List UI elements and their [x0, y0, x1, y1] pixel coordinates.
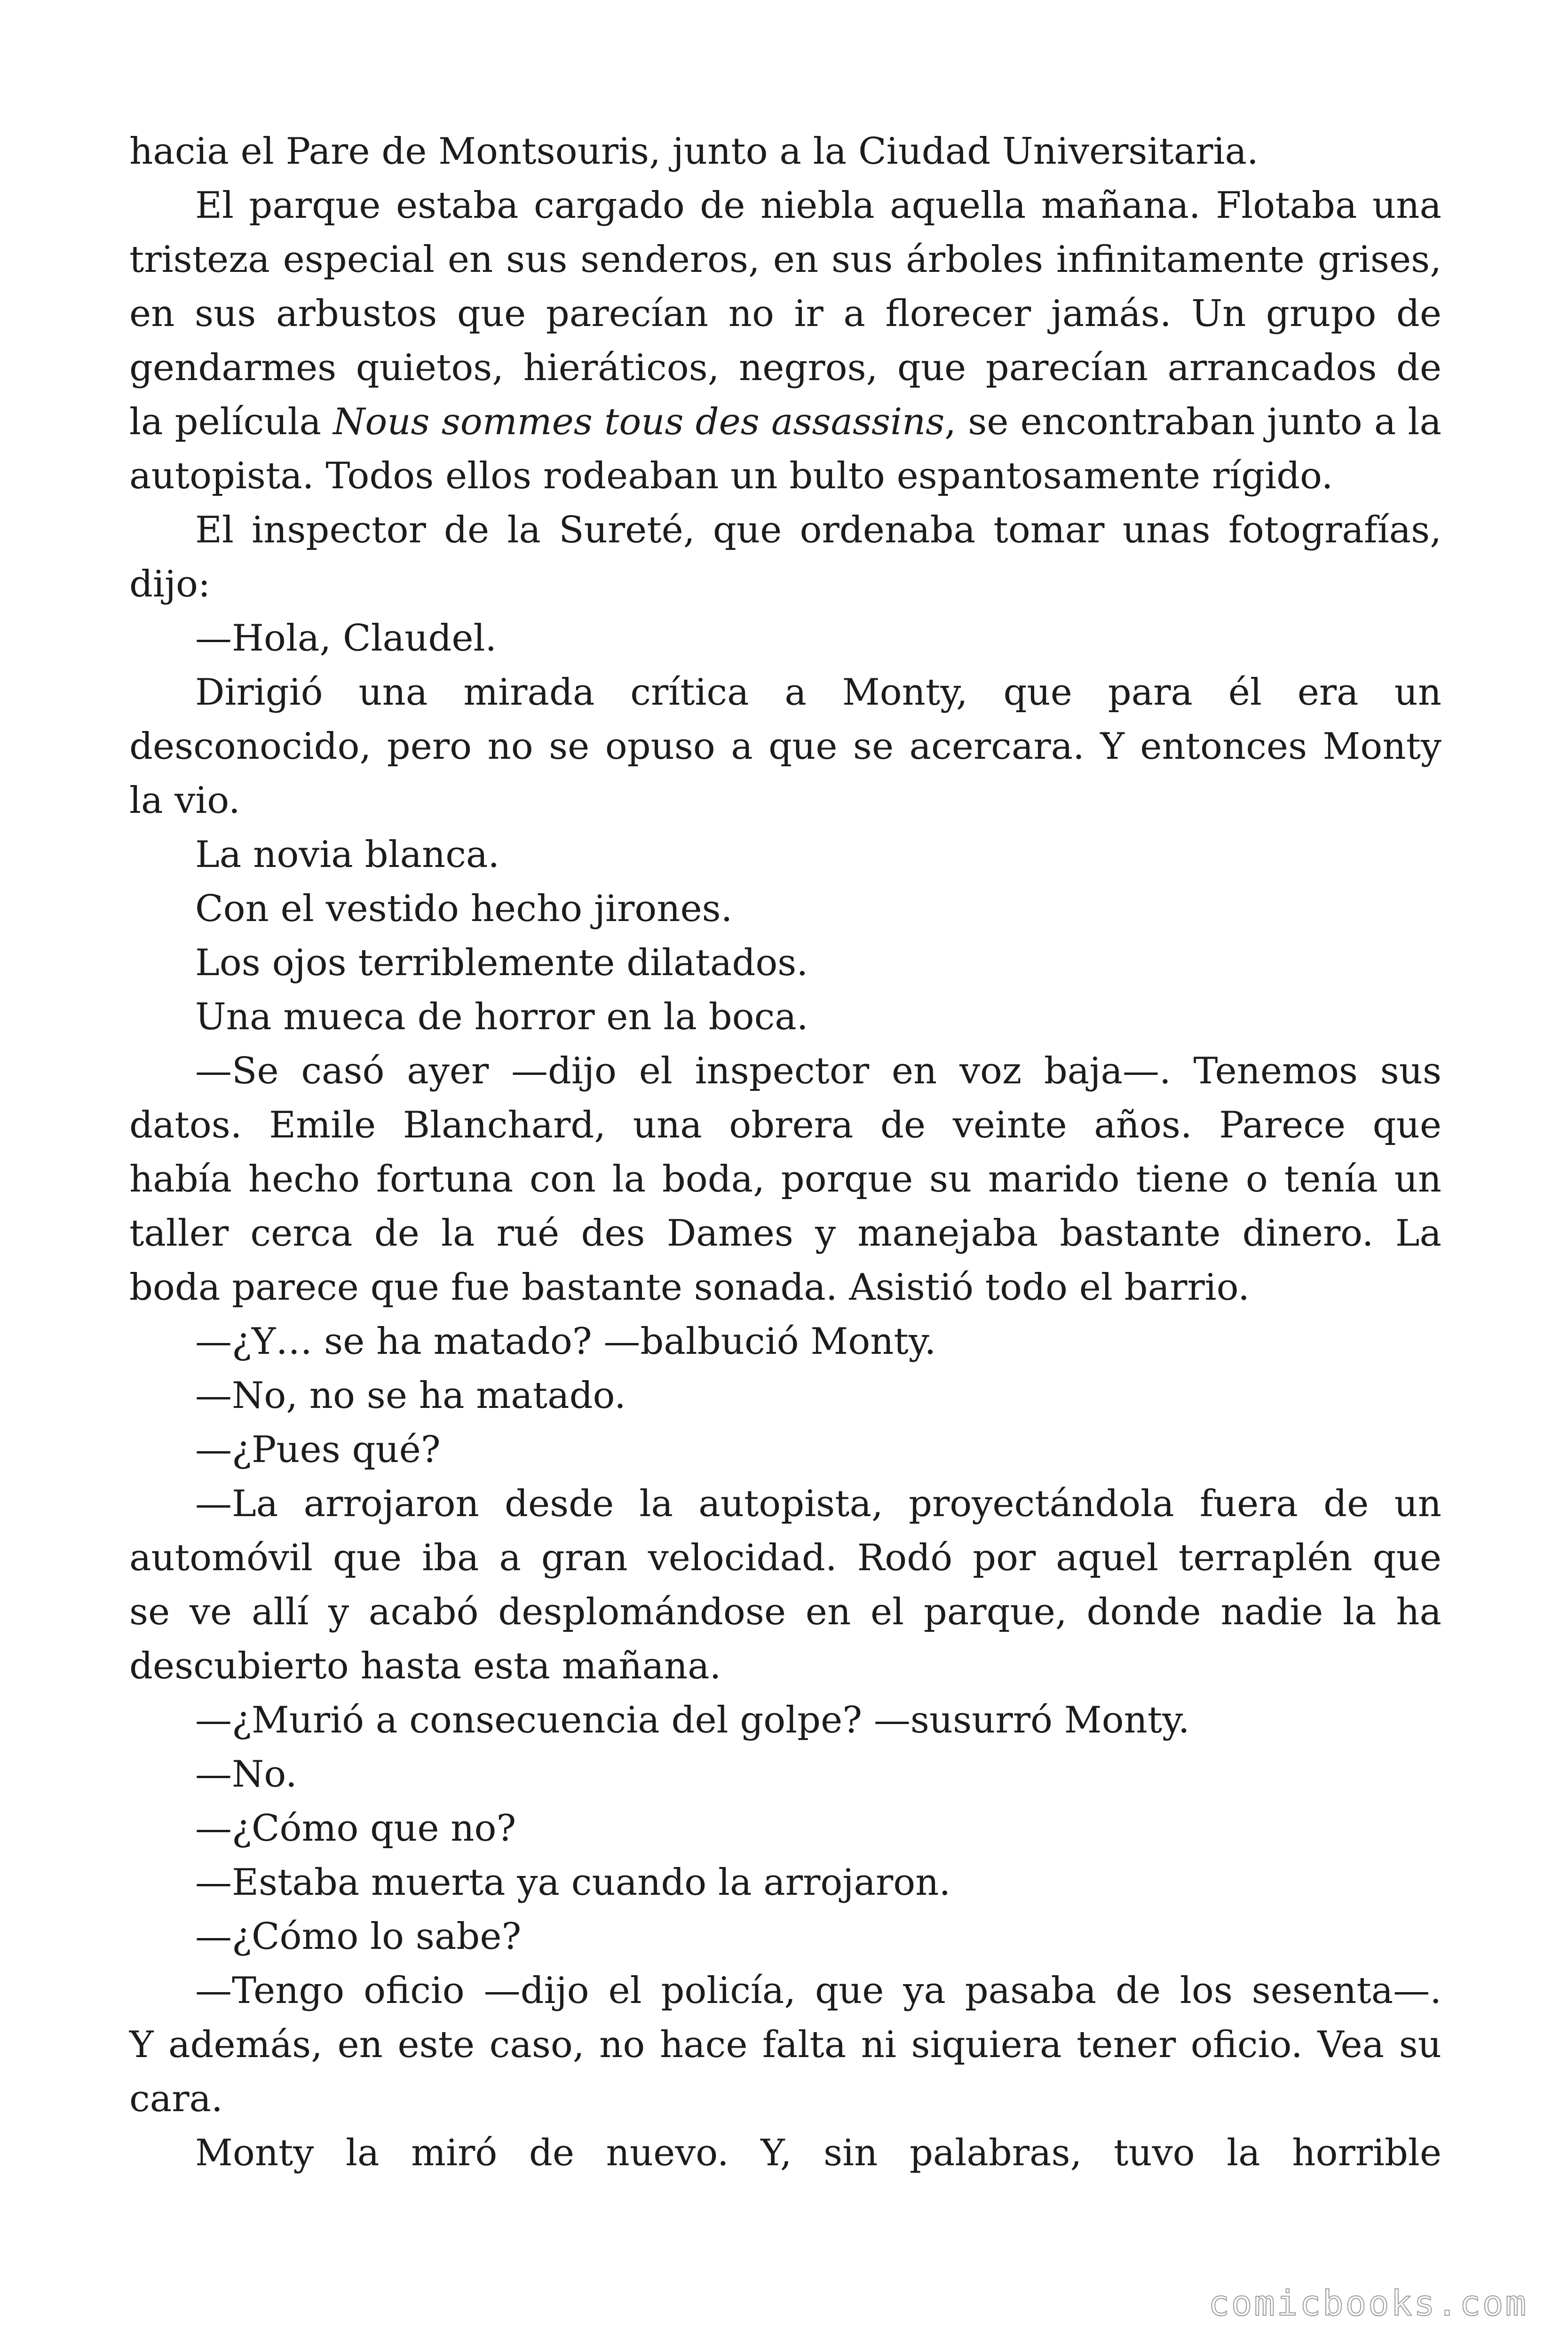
text-line: El parque estaba cargado de niebla aquella mañana. Flotaba una — [195, 184, 1441, 227]
text-line: cara. — [129, 2078, 223, 2120]
text-line: —Tengo oficio —dijo el policía, que ya pasaba de los sesenta—. — [195, 1970, 1441, 2012]
text-line: Y además, en este caso, no hace falta ni siquiera tener oficio. Vea su — [129, 2024, 1441, 2066]
text-line: —Hola, Claudel. — [195, 617, 497, 660]
text-line: El inspector de la Sureté, que ordenaba tomar unas fotografías, — [195, 509, 1441, 551]
text-line: datos. Emile Blanchard, una obrera de veinte años. Parece que — [129, 1104, 1441, 1146]
text-line: boda parece que fue bastante sonada. Asistió todo el barrio. — [129, 1266, 1250, 1309]
text-line: hacia el Pare de Montsouris, junto a la Ciudad Universitaria. — [129, 130, 1259, 173]
text-line: automóvil que iba a gran velocidad. Rodó por aquel terraplén que — [129, 1537, 1441, 1579]
text-line: —¿Pues qué? — [195, 1429, 441, 1471]
text-line: en sus arbustos que parecían no ir a florecer jamás. Un grupo de — [129, 293, 1441, 335]
text-line: Dirigió una mirada crítica a Monty, que para él era un — [195, 671, 1441, 714]
text-line: —¿Murió a consecuencia del golpe? —susurró Monty. — [195, 1699, 1190, 1741]
text-line: dijo: — [129, 563, 211, 605]
text-line: La novia blanca. — [195, 834, 500, 876]
text-run: , se encontraban junto a la — [944, 401, 1442, 443]
text-line: tristeza especial en sus senderos, en sus árboles infinitamente grises, — [129, 238, 1441, 281]
text-line: Los ojos terriblemente dilatados. — [195, 942, 808, 984]
text-line: desconocido, pero no se opuso a que se acercara. Y entonces Monty — [129, 725, 1441, 768]
text-line: autopista. Todos ellos rodeaban un bulto espantosamente rígido. — [129, 455, 1333, 497]
text-line: —No, no se ha matado. — [195, 1375, 626, 1417]
text-line: Una mueca de horror en la boca. — [195, 996, 808, 1038]
text-line: —Estaba muerta ya cuando la arrojaron. — [195, 1861, 951, 1904]
text-line: descubierto hasta esta mañana. — [129, 1645, 721, 1687]
text-line: Monty la miró de nuevo. Y, sin palabras, tuvo la horrible — [195, 2132, 1441, 2174]
text-line — [129, 395, 1441, 449]
book-page-text — [129, 125, 1441, 2180]
text-line: —¿Cómo que no? — [195, 1807, 516, 1850]
text-line: Con el vestido hecho jirones. — [195, 888, 733, 930]
watermark-text: comicbooks.com — [1208, 2283, 1528, 2324]
text-line: —¿Y… se ha matado? —balbució Monty. — [195, 1320, 936, 1363]
text-run: la película — [129, 401, 333, 443]
text-line: la vio. — [129, 779, 240, 822]
text-line: se ve allí y acabó desplomándose en el parque, donde nadie la ha — [129, 1591, 1441, 1633]
film-title: Nous sommes tous des assassins — [333, 401, 945, 443]
text-line: —La arrojaron desde la autopista, proyectándola fuera de un — [195, 1483, 1441, 1525]
text-line: había hecho fortuna con la boda, porque su marido tiene o tenía un — [129, 1158, 1441, 1200]
text-line: gendarmes quietos, hieráticos, negros, que parecían arrancados de — [129, 347, 1441, 389]
text-line: —Se casó ayer —dijo el inspector en voz baja—. Tenemos sus — [195, 1050, 1441, 1092]
text-line: taller cerca de la rué des Dames y manejaba bastante dinero. La — [129, 1212, 1441, 1255]
text-line: —No. — [195, 1753, 297, 1796]
text-line: —¿Cómo lo sabe? — [195, 1915, 522, 1958]
